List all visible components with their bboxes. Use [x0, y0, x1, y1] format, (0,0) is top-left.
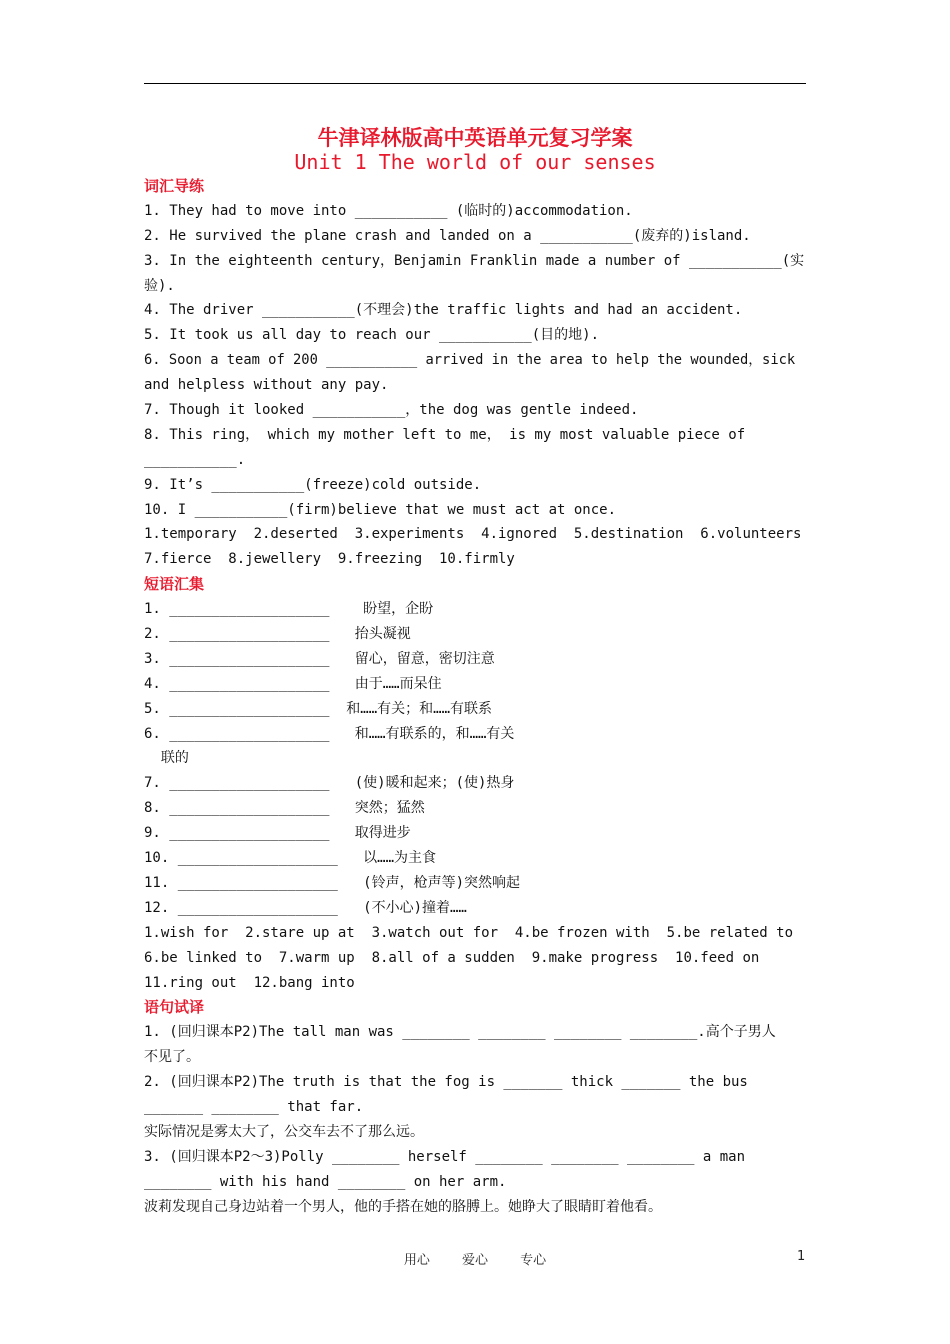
exercise-line: and helpless without any pay.	[144, 377, 389, 394]
exercise-line: 1. They had to move into ___________ (临时的)accommodation.	[144, 202, 633, 219]
answer-line: 7.fierce 8.jewellery 9.freezing 10.firmly	[144, 551, 515, 568]
footer-word: 用心	[403, 1253, 430, 1268]
exercise-line: 3. In the eighteenth century，Benjamin Franklin made a number of ___________(实	[144, 252, 805, 269]
answer-line: 1.wish for 2.stare up at 3.watch out for 4.be frozen with 5.be related to	[144, 924, 794, 941]
answer-line: 6.be linked to 7.warm up 8.all of a sudden 9.make progress 10.feed on	[144, 949, 760, 966]
sentence-line: 波莉发现自己身边站着一个男人，他的手搭在她的胳膊上。她睁大了眼睛盯着他看。	[144, 1198, 662, 1215]
phrase-line: 2. ___________________ 抬头凝视	[144, 626, 411, 643]
phrase-line: 1. ___________________ 盼望，企盼	[144, 601, 434, 618]
section-heading-vocab: 词汇导练	[144, 177, 205, 195]
page-footer	[0, 1249, 950, 1268]
phrase-line: 11. ___________________ (铃声，枪声等)突然响起	[144, 874, 521, 891]
footer-word: 专心	[520, 1253, 547, 1268]
phrase-line: 8. ___________________ 突然；猛然	[144, 800, 425, 817]
phrase-line: 联的	[144, 750, 189, 767]
exercise-line: 7. Though it looked ___________，the dog was gentle indeed.	[144, 402, 639, 419]
sentence-line: 实际情况是雾太大了，公交车去不了那么远。	[144, 1123, 424, 1140]
exercise-line: 5. It took us all day to reach our ___________(目的地).	[144, 327, 600, 344]
header-rule	[144, 83, 806, 84]
phrase-line: 9. ___________________ 取得进步	[144, 825, 411, 842]
exercise-line: ___________.	[144, 451, 246, 468]
exercise-line: 4. The driver ___________(不理会)the traffic lights and had an accident.	[144, 302, 743, 319]
section-heading-phrases: 短语汇集	[144, 575, 205, 594]
unit-title: Unit 1 The world of our senses	[294, 150, 656, 174]
footer-word: 爱心	[461, 1253, 488, 1268]
sentence-line: ________ with his hand ________ on her arm.	[144, 1173, 507, 1190]
phrase-line: 5. ___________________ 和……有关；和……有联系	[144, 700, 493, 717]
phrase-line: 7. ___________________ (使)暖和起来；(使)热身	[144, 775, 515, 792]
exercise-line: 6. Soon a team of 200 ___________ arrived in the area to help the wounded，sick	[144, 352, 796, 369]
phrase-line: 12. ___________________ (不小心)撞着……	[144, 899, 467, 916]
exercise-line: 10. I ___________(firm)believe that we must act at once.	[144, 501, 617, 518]
sentence-line: 1. (回归课本P2)The tall man was ________ ________ ________ ________.高个子男人	[144, 1024, 776, 1041]
phrase-line: 6. ___________________ 和……有联系的，和……有关	[144, 725, 515, 742]
exercise-line: 验).	[144, 277, 175, 294]
phrase-line: 10. ___________________ 以……为主食	[144, 850, 437, 867]
phrase-line: 4. ___________________ 由于……而呆住	[144, 675, 442, 692]
answer-line: 11.ring out 12.bang into	[144, 974, 355, 991]
exercise-line: 8. This ring， which my mother left to me， is my most valuable piece of	[144, 426, 746, 443]
sentence-line: _______ ________ that far.	[144, 1098, 364, 1115]
page-number: 1	[797, 1249, 806, 1264]
exercise-line: 9. It’s ___________(freeze)cold outside.	[144, 476, 482, 493]
sentence-line: 2. (回归课本P2)The truth is that the fog is _______ thick _______ the bus	[144, 1074, 748, 1091]
document-body	[144, 174, 806, 1219]
document-title: 牛津译林版高中英语单元复习学案	[317, 126, 633, 150]
section-heading-sentences: 语句试译	[144, 998, 205, 1017]
exercise-line: 2. He survived the plane crash and landed on a ___________(废弃的)island.	[144, 227, 751, 244]
phrase-line: 3. ___________________ 留心，留意，密切注意	[144, 650, 495, 667]
answer-line: 1.temporary 2.deserted 3.experiments 4.ignored 5.destination 6.volunteers	[144, 526, 802, 543]
sentence-line: 3. (回归课本P2～3)Polly ________ herself ________ ________ ________ a man	[144, 1148, 746, 1165]
sentence-line: 不见了。	[144, 1049, 200, 1066]
